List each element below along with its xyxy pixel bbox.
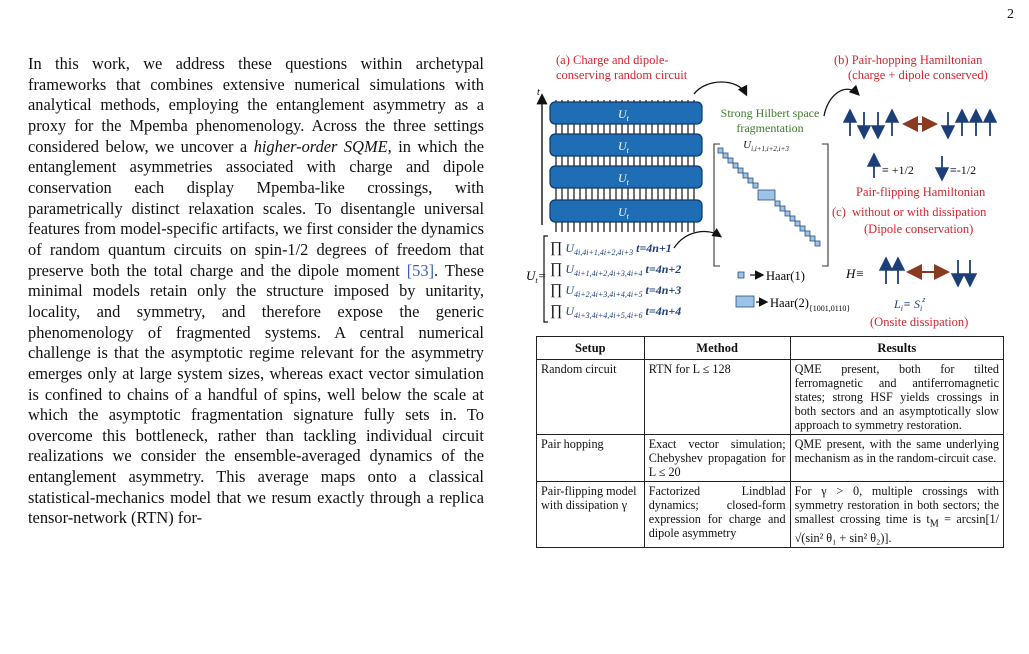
cell-method: RTN for L ≤ 128 bbox=[644, 360, 790, 435]
paragraph-part-1: In this work, we address these questions within archetypal frameworks that combines extensive numerical simulations with analytical methods, employing the entanglement asymmetry as a proxy for the Mpemba phenomenology. Across the three settings considered below, we uncover a bbox=[28, 54, 484, 156]
gate-layer-3 bbox=[550, 166, 702, 188]
haar2-sub: {1001,0110} bbox=[808, 304, 851, 313]
ut-label: U bbox=[526, 268, 536, 283]
gate-label: U bbox=[618, 139, 627, 153]
cell-method: Exact vector simulation; Chebyshev propagation for L ≤ 20 bbox=[644, 435, 790, 482]
cell-results: QME present, both for tilted ferromagnetic and antiferromagnetic states; strong HSF yields crossings in both sectors and an asymptotically slow approach to symmetry restoration. bbox=[790, 360, 1003, 435]
cell-method: Factorized Lindblad dynamics; closed-form expression for charge and dipole asymmetry bbox=[644, 482, 790, 548]
gate-sub: t bbox=[626, 146, 629, 155]
block-diagonal-matrix bbox=[714, 144, 828, 266]
table-row bbox=[537, 360, 1004, 435]
page-number: 2 bbox=[1007, 7, 1014, 22]
formula-row-4-sub: 4i+3,4i+4,4i+5,4i+6 bbox=[574, 311, 643, 320]
time-axis-label: t bbox=[537, 87, 540, 98]
panel-b-title-line1: (b) Pair-hopping Hamiltonian bbox=[834, 53, 983, 67]
svg-text:Haar(2){1001,0110} bbox=[770, 296, 850, 313]
table-row bbox=[537, 435, 1004, 482]
block-sub: i,i+1,i+2,i+3 bbox=[751, 145, 789, 153]
formula-rows bbox=[550, 240, 681, 321]
panel-c-title-line1: Pair-flipping Hamiltonian bbox=[856, 185, 986, 199]
haar2-block-icon bbox=[736, 296, 754, 307]
svg-text:Ut=: $U_t=$ bbox=[526, 268, 547, 285]
cell-results-text: For γ > 0, multiple crossings with symmetry restoration in both sectors; the smallest crossing time is t bbox=[794, 484, 999, 526]
lindblad-label: L bbox=[894, 297, 901, 311]
formula-row-1-sub: 4i,4i+1,4i+2,4i+3 bbox=[574, 248, 634, 257]
curved-arrow-formula bbox=[674, 232, 720, 248]
curved-arrow-panel-b bbox=[824, 89, 858, 116]
paragraph-part-3: . These minimal models retain only the structure imposed by unitarity, locality, and symmetry, and therefore expose the generic phenomenology of fragmented systems. A central numerical challenge is that the asymptotic regime relevant for the asymmetry emerges only at large system sizes, whereas exact vector simulation is confined to chains of a handful of spins, well below the scale at which the asymptotic fragmentation signature fully sets in. To overcome this bottleneck, rather than tackling individual circuit realizations we consider the ensemble-averaged dynamics of the entanglement asymmetry. This average maps onto a classical statistical-mechanics model that we resum exactly through a replica tensor-network (RTN) for- bbox=[28, 260, 484, 528]
svg-text:∏ U4i,4i+1,4i+2,4i+3 t=4n+1: ∏ $U_{4i,4i+1,4i+2,4i+3}$ t=4n+1 bbox=[550, 240, 672, 257]
haar1-label: Haar(1) bbox=[766, 269, 805, 283]
gate-label: U bbox=[618, 171, 627, 185]
ut-sub: t bbox=[535, 276, 538, 285]
formula-row-3-time: t=4n+3 bbox=[645, 283, 682, 297]
cell-results-tail: = arcsin[1/√(sin² θ₁ + sin² θ₂)]. bbox=[794, 512, 999, 546]
gate-sub: t bbox=[626, 178, 629, 187]
svg-text:Ui,i+1,i+2,i+3 bbox=[743, 139, 789, 153]
svg-text:∏ U4i+1,4i+2,4i+3,4i+4 t=4n+2: ∏ $U_{4i+1,4i+2,4i+3,4i+4}$ t=4n+2 bbox=[550, 261, 682, 278]
cell-setup: Random circuit bbox=[537, 360, 645, 435]
gate-layer-4 bbox=[550, 200, 702, 222]
cell-results-sub: M bbox=[929, 518, 939, 530]
gate-label: U bbox=[618, 205, 627, 219]
panel-c-title-line2: without or with dissipation bbox=[852, 205, 987, 219]
formula-row-2-sub: 4i+1,4i+2,4i+3,4i+4 bbox=[574, 269, 643, 278]
sz-sub: i bbox=[920, 304, 923, 313]
emphasis-sqme: higher-order SQME bbox=[253, 136, 388, 156]
up-spin-legend: ≡ +1/2 bbox=[882, 163, 914, 177]
gate-label: U bbox=[618, 107, 627, 121]
lindblad-sub: i bbox=[900, 304, 903, 313]
formula-row-4-time: t=4n+4 bbox=[645, 304, 682, 318]
gate-sub: t bbox=[626, 114, 629, 123]
cell-results: QME present, with the same underlying mechanism as in the random-circuit case. bbox=[790, 435, 1003, 482]
header-setup: Setup bbox=[537, 337, 645, 360]
header-method: Method bbox=[644, 337, 790, 360]
citation-link[interactable]: [53] bbox=[406, 260, 435, 280]
panel-a-title-line1: (a) Charge and dipole- bbox=[556, 53, 669, 67]
cell-results bbox=[790, 482, 1003, 548]
panel-b-title-line2: (charge + dipole conserved) bbox=[848, 68, 988, 82]
cell-setup: Pair hopping bbox=[537, 435, 645, 482]
haar1-block-icon bbox=[738, 272, 744, 278]
sz-sup: z bbox=[922, 295, 926, 304]
sz-label: ≡ S bbox=[902, 297, 921, 311]
formula-row-1-time: t=4n+1 bbox=[636, 241, 672, 255]
table-row bbox=[537, 482, 1004, 548]
curved-arrow-hsf bbox=[694, 82, 746, 94]
gate-layer-1 bbox=[550, 102, 702, 124]
table-header-row bbox=[537, 337, 1004, 360]
svg-text:∏ U4i+3,4i+4,4i+5,4i+6 t=4n+4: ∏ $U_{4i+3,4i+4,4i+5,4i+6}$ t=4n+4 bbox=[550, 303, 682, 320]
block-label: U bbox=[743, 139, 752, 151]
svg-text:∏ U4i+2,4i+3,4i+4,4i+5 t=4n+3: ∏ $U_{4i+2,4i+3,4i+4,4i+5}$ t=4n+3 bbox=[550, 282, 682, 299]
gate-layer-2 bbox=[550, 134, 702, 156]
formula-row-2-time: t=4n+2 bbox=[645, 262, 682, 276]
hsf-label-line2: fragmentation bbox=[736, 121, 804, 135]
gate-sub: t bbox=[626, 212, 629, 221]
down-spin-legend: ≡-1/2 bbox=[950, 163, 977, 177]
svg-text:Li≡ Siz bbox=[893, 295, 926, 313]
results-table bbox=[536, 336, 1004, 548]
panel-a-title-line2: conserving random circuit bbox=[556, 68, 688, 82]
cell-setup: Pair-flipping model with dissipation γ bbox=[537, 482, 645, 548]
body-text bbox=[28, 54, 484, 529]
panel-c-title-line3: (Dipole conservation) bbox=[864, 222, 974, 236]
formula-row-3-sub: 4i+2,4i+3,4i+4,4i+5 bbox=[574, 290, 643, 299]
hsf-label-line1: Strong Hilbert space bbox=[720, 106, 820, 120]
figure-1 bbox=[524, 50, 1004, 334]
header-results: Results bbox=[790, 337, 1003, 360]
haar2-label: Haar(2) bbox=[770, 296, 809, 310]
onsite-dissipation-label: (Onsite dissipation) bbox=[870, 315, 969, 329]
paragraph-part-2: , in which the entanglement asymmetries associated with charge and dipole conservation each display Mpemba-like crossings, with parametrically distinct relaxation scales. To disentangle universal features from model-specific artifacts, we first consider the dynamics of random quantum circuits on spin-1/2 degrees of freedom that preserve both the total charge and the dipole moment bbox=[28, 136, 484, 280]
hamiltonian-label: H≡ bbox=[846, 266, 865, 281]
panel-c-label: (c) bbox=[832, 205, 846, 219]
